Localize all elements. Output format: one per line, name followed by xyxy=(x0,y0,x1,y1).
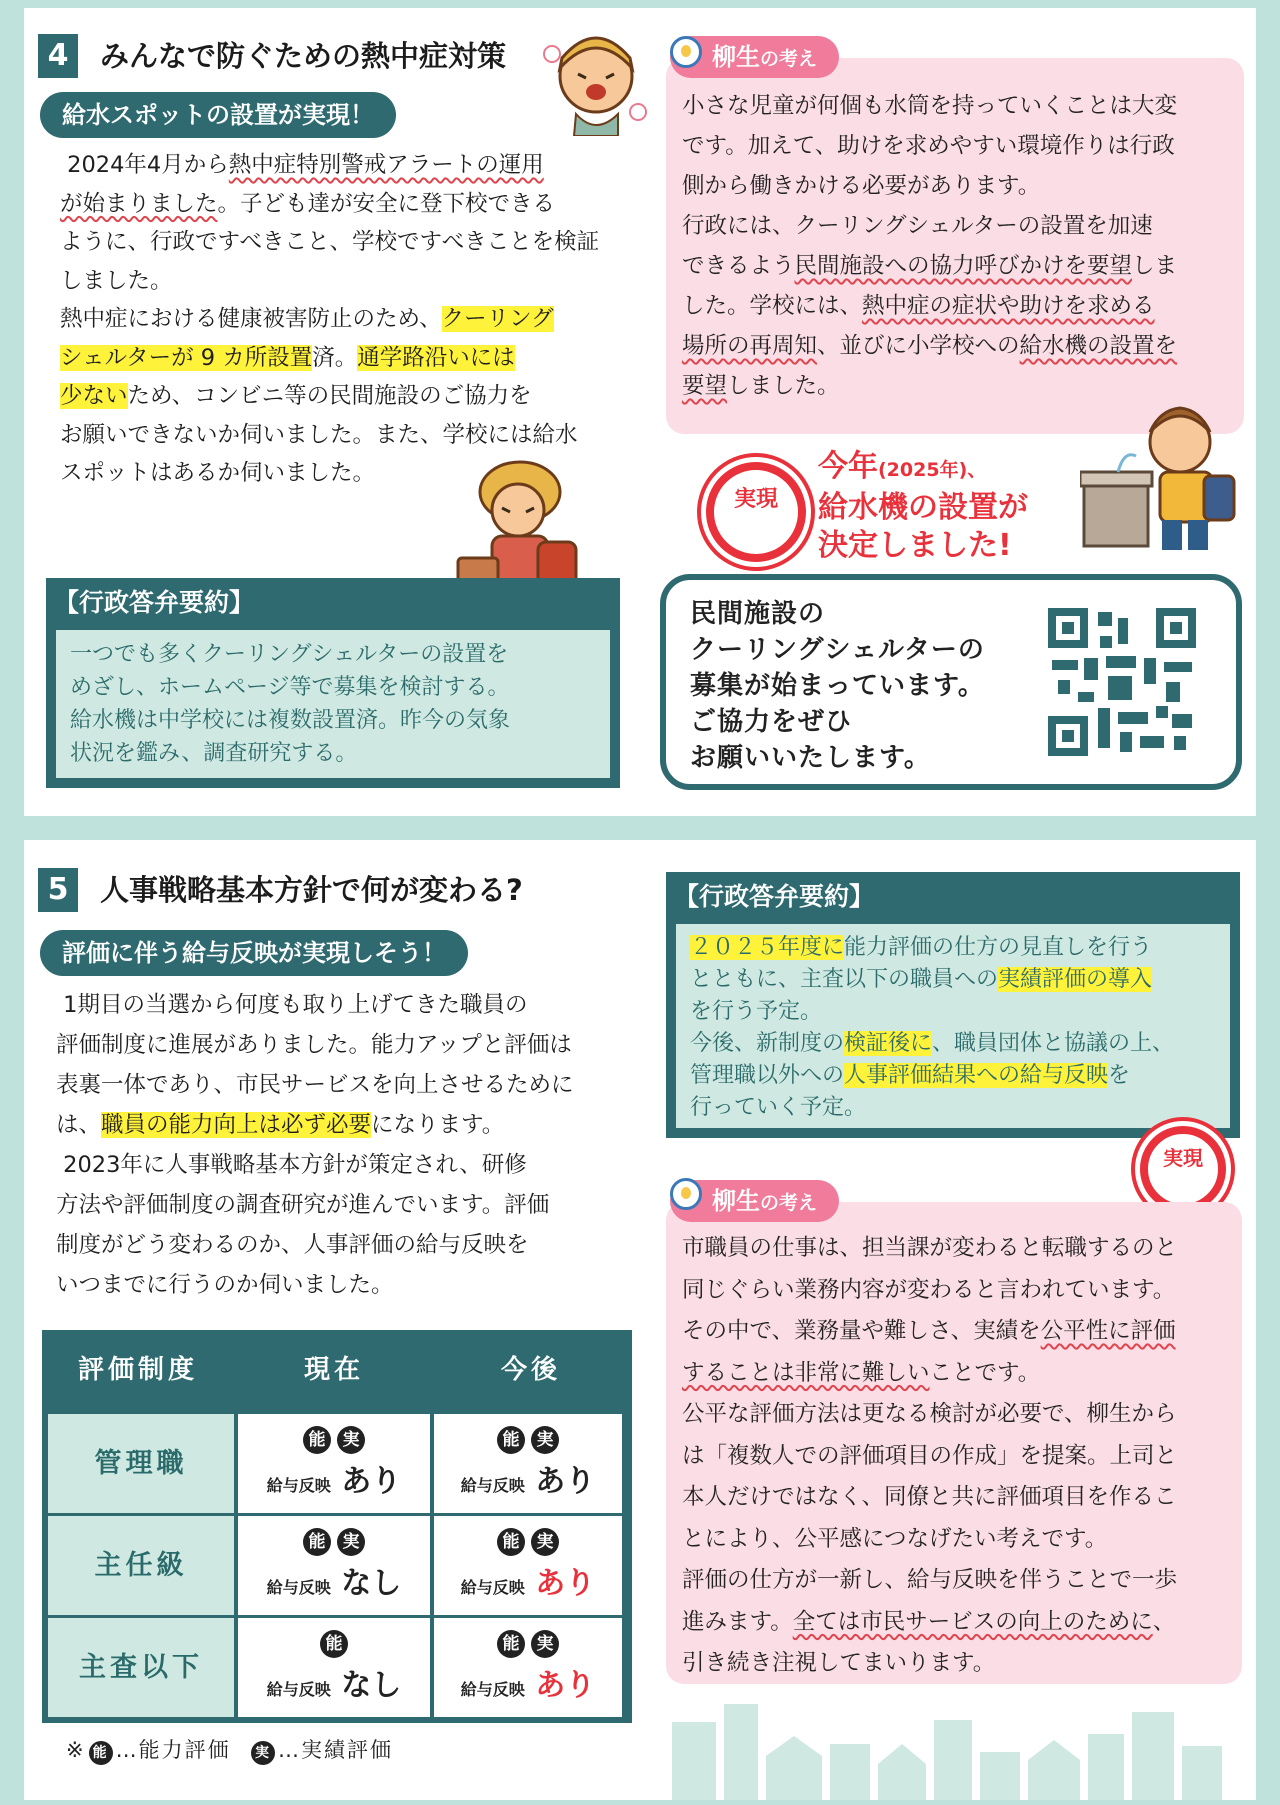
achieved-stamp-text: 実現 xyxy=(733,487,778,512)
footnote-text: …能力評価 xyxy=(115,1738,231,1762)
salary-reflection-label: 給与反映 xyxy=(460,1578,525,1597)
recruit-line: お願いいたします。 xyxy=(690,743,931,773)
section-5-headline-pill: 評価に伴う給与反映が実現しそう！ xyxy=(40,930,468,976)
table-row-label: 主査以下 xyxy=(48,1618,234,1717)
body-text: 熱中症における健康被害防止のため、 xyxy=(60,306,442,332)
badge-row xyxy=(238,1426,430,1454)
badge-row xyxy=(238,1630,430,1658)
lightbulb-icon xyxy=(670,36,702,68)
gov-answer-line: 一つでも多くクーリングシェルターの設置を xyxy=(70,642,509,667)
opinion-text: 、並びに小学校への xyxy=(817,333,1020,359)
footnote-mark: ※ xyxy=(66,1738,86,1762)
section-5-number: 5 xyxy=(38,868,78,912)
opinion-text-emphasis: 給水機の設置を xyxy=(1019,333,1178,359)
table-cell xyxy=(238,1414,430,1513)
achieved-stamp xyxy=(1140,1126,1226,1212)
gov-answer-line: とともに、主査以下の職員への xyxy=(690,967,999,992)
ability-badge-icon: 能 xyxy=(497,1426,525,1454)
body-text: は、 xyxy=(56,1112,102,1138)
body-text: 評価制度に進展がありました。能力アップと評価は xyxy=(56,1032,572,1058)
table-cell xyxy=(238,1618,430,1717)
recruit-line: クーリングシェルターの xyxy=(690,635,985,665)
body-text-highlight: シェルターが 9 カ所設置 xyxy=(60,344,313,371)
table-footnote xyxy=(66,1734,393,1765)
gov-answer-line: 能力評価の仕方の見直しを行う xyxy=(844,935,1153,960)
badge-row xyxy=(434,1630,622,1658)
opinion-text: しま xyxy=(1132,253,1178,279)
salary-reflection-label: 給与反映 xyxy=(266,1578,331,1597)
body-text-highlight: 少ない xyxy=(60,383,128,409)
table-cell xyxy=(434,1618,622,1717)
opinion-text-emphasis: することは非常に難しい xyxy=(682,1359,930,1386)
gov-answer-line: 、職員団体と協議の上、 xyxy=(932,1031,1175,1056)
gov-answer-highlight: 検証後に xyxy=(844,1031,933,1056)
performance-badge-icon: 実 xyxy=(531,1528,559,1556)
opinion-line: です。加えて、助けを求めやすい環境作りは行政 xyxy=(682,133,1175,159)
salary-reflection-value: あり xyxy=(524,1668,596,1703)
body-text-highlight: 通学路沿いには xyxy=(357,344,515,371)
opinion-text: 進みます。 xyxy=(682,1608,793,1635)
salary-reflection-line xyxy=(238,1660,430,1704)
body-text: 2024年4月から xyxy=(67,152,229,178)
opinion-text: 、 xyxy=(1152,1608,1176,1635)
body-text: お願いできないか伺いました。また、学校には給水 xyxy=(60,421,578,448)
salary-reflection-value: あり xyxy=(524,1566,596,1601)
performance-badge-icon: 実 xyxy=(337,1528,365,1556)
opinion-text-emphasis: 熱中症の症状や助けを求める xyxy=(862,293,1155,319)
tag-name: 柳生 xyxy=(712,43,760,71)
ability-badge-icon: 能 xyxy=(89,1741,113,1765)
achieved-year: (2025年)、 xyxy=(878,459,987,481)
gov-answer-title: 【行政答弁要約】 xyxy=(674,882,875,911)
salary-reflection-line xyxy=(238,1558,430,1602)
opinion-text: ことです。 xyxy=(929,1359,1041,1386)
gov-answer-title: 【行政答弁要約】 xyxy=(54,588,255,617)
table-row-label: 主任級 xyxy=(48,1516,234,1615)
section-4-gov-answer-box xyxy=(46,578,620,788)
achieved-line: 給水機の設置が xyxy=(818,490,1028,525)
salary-reflection-value: なし xyxy=(330,1566,402,1601)
opinion-line: 小さな児童が何個も水筒を持っていくことは大変 xyxy=(682,93,1178,119)
section-5-title: 人事戦略基本方針で何が変わる? xyxy=(100,873,523,907)
body-text: 済。 xyxy=(312,344,358,371)
body-text: いつまでに行うのか伺いました。 xyxy=(56,1272,394,1298)
gov-answer-line: を行う予定。 xyxy=(690,999,823,1024)
table-cell xyxy=(434,1414,622,1513)
opinion-line: 評価の仕方が一新し、給与反映を伴うことで一歩 xyxy=(682,1567,1178,1593)
body-text: になります。 xyxy=(371,1112,505,1138)
table-header-cell: 今後 xyxy=(500,1355,561,1385)
salary-reflection-line xyxy=(434,1558,622,1602)
section-4-body xyxy=(60,146,599,493)
opinion-line: 側から働きかける必要があります。 xyxy=(682,173,1041,199)
salary-reflection-label: 給与反映 xyxy=(460,1476,525,1495)
table-header-cell: 評価制度 xyxy=(77,1355,198,1385)
ability-badge-icon: 能 xyxy=(303,1528,331,1556)
opinion-line: 市職員の仕事は、担当課が変わると転職するのと xyxy=(682,1235,1178,1261)
opinion-text-emphasis: 場所の再周知 xyxy=(682,333,818,359)
body-text: 。子ども達が安全に登下校できる xyxy=(217,190,556,217)
body-text: ため、コンビニ等の民間施設のご協力を xyxy=(127,383,532,409)
achieved-line: 決定しました! xyxy=(818,528,1012,563)
ability-badge-icon: 能 xyxy=(497,1528,525,1556)
tag-suffix: の考え xyxy=(760,1192,818,1214)
badge-row xyxy=(238,1528,430,1556)
opinion-text: した。学校には、 xyxy=(682,293,863,319)
gov-answer-text xyxy=(676,924,1230,1128)
body-text-emphasis: が始まりました xyxy=(60,190,218,217)
opinion-line: 引き続き注視してまいります。 xyxy=(682,1650,996,1676)
body-text: ように、行政ですべきこと、学校ですべきことを検証 xyxy=(60,229,600,255)
hot-child-illustration xyxy=(538,18,648,136)
lightbulb-icon xyxy=(670,1178,702,1210)
performance-badge-icon: 実 xyxy=(531,1630,559,1658)
section-4-headline-pill: 給水スポットの設置が実現！ xyxy=(40,92,396,138)
opinion-line: 本人だけではなく、同僚と共に評価項目を作るこ xyxy=(682,1484,1177,1510)
ability-badge-icon: 能 xyxy=(320,1630,348,1658)
body-text: スポットはあるか伺いました。 xyxy=(60,460,376,486)
gov-answer-line: 行っていく予定。 xyxy=(690,1095,867,1120)
section-4-title: みんなで防ぐための熱中症対策 xyxy=(100,39,507,73)
gov-answer-highlight: ２０２５年度に xyxy=(690,935,845,960)
salary-reflection-label: 給与反映 xyxy=(460,1680,525,1699)
salary-reflection-value: なし xyxy=(330,1668,402,1703)
opinion-text-emphasis: 要望 xyxy=(682,373,728,399)
opinion-text: できるよう xyxy=(682,253,795,279)
gov-answer-line: 管理職以外への xyxy=(690,1063,845,1088)
performance-badge-icon: 実 xyxy=(337,1426,365,1454)
salary-reflection-value: あり xyxy=(330,1464,402,1499)
salary-reflection-label: 給与反映 xyxy=(266,1476,331,1495)
body-text: 2023年に人事戦略基本方針が策定され、研修 xyxy=(63,1152,527,1178)
body-text: 方法や評価制度の調査研究が進んでいます。評価 xyxy=(56,1192,550,1218)
opinion-text: しました。 xyxy=(727,373,840,399)
performance-badge-icon: 実 xyxy=(251,1741,275,1765)
drinking-fountain-illustration xyxy=(1080,380,1260,560)
gov-answer-line: 給水機は中学校には複数設置済。昨今の気象 xyxy=(70,708,511,733)
body-text-highlight: クーリング xyxy=(441,306,554,332)
section-5-gov-answer-box xyxy=(666,872,1240,1138)
salary-reflection-line xyxy=(434,1660,622,1704)
opinion-line: は「複数人での評価項目の作成」を提案。上司と xyxy=(682,1442,1178,1469)
salary-reflection-line xyxy=(434,1456,622,1500)
achieved-line: 今年 xyxy=(818,449,878,484)
tag-suffix: の考え xyxy=(760,48,818,70)
gov-answer-line: 状況を鑑み、調査研究する。 xyxy=(70,741,358,766)
recruit-line: 募集が始まっています。 xyxy=(690,671,985,701)
table-cell xyxy=(238,1516,430,1615)
body-text: 表裏一体であり、市民サービスを向上させるために xyxy=(56,1072,574,1098)
table-header-cell: 現在 xyxy=(303,1355,364,1385)
salary-reflection-label: 給与反映 xyxy=(266,1680,331,1699)
opinion-text: その中で、業務量や難しさ、実績を xyxy=(682,1318,1041,1344)
section-5-body xyxy=(56,985,574,1305)
achieved-announcement xyxy=(818,448,1028,565)
gov-answer-line: めざし、ホームページ等で募集を検討する。 xyxy=(70,675,510,700)
ability-badge-icon: 能 xyxy=(497,1630,525,1658)
gov-answer-text xyxy=(56,630,610,778)
body-text-highlight: 職員の能力向上は必ず必要 xyxy=(101,1112,372,1138)
section-4-opinion-box xyxy=(666,58,1244,434)
body-text: 1期目の当選から何度も取り上げてきた職員の xyxy=(63,992,528,1018)
achieved-stamp xyxy=(706,462,806,562)
opinion-line: 公平な評価方法は更なる検討が必要で、柳生から xyxy=(682,1401,1177,1427)
ability-badge-icon: 能 xyxy=(303,1426,331,1454)
badge-row xyxy=(434,1426,622,1454)
recruit-line: 民間施設の xyxy=(690,599,826,629)
opinion-line: とにより、公平感につなげたい考えです。 xyxy=(682,1525,1108,1552)
opinion-text-emphasis: 全ては市民サービスの向上のために xyxy=(792,1608,1153,1635)
opinion-text-emphasis: 公平性に評価 xyxy=(1040,1318,1176,1344)
tag-name: 柳生 xyxy=(712,1187,760,1215)
table-row-label: 管理職 xyxy=(48,1414,234,1513)
achieved-stamp-text: 実現 xyxy=(1163,1146,1203,1170)
salary-reflection-line xyxy=(238,1456,430,1500)
gov-answer-highlight: 実績評価の導入 xyxy=(998,967,1153,992)
body-text-emphasis: 熱中症特別警戒アラートの運用 xyxy=(228,152,544,178)
section-4-number: 4 xyxy=(38,34,78,78)
salary-reflection-value: あり xyxy=(524,1464,596,1499)
performance-badge-icon: 実 xyxy=(531,1426,559,1454)
section-5-opinion-box xyxy=(666,1202,1242,1684)
recruit-text xyxy=(690,596,985,776)
qr-code-icon[interactable] xyxy=(1048,608,1196,756)
recruit-line: ご協力をぜひ xyxy=(690,707,853,737)
body-text: しました。 xyxy=(60,267,173,294)
body-text: 制度がどう変わるのか、人事評価の給与反映を xyxy=(56,1232,529,1258)
opinion-text-emphasis: 民間施設への協力呼びかけを要望 xyxy=(794,253,1133,279)
badge-row xyxy=(434,1528,622,1556)
footnote-text: …実績評価 xyxy=(277,1738,393,1762)
gov-answer-highlight: 人事評価結果への給与反映 xyxy=(844,1063,1109,1088)
gov-answer-line: を xyxy=(1108,1063,1131,1088)
city-skyline-decoration xyxy=(662,1700,1252,1800)
table-cell xyxy=(434,1516,622,1615)
opinion-line: 同じぐらい業務内容が変わると言われています。 xyxy=(682,1276,1176,1303)
opinion-line: 行政には、クーリングシェルターの設置を加速 xyxy=(682,213,1153,239)
gov-answer-line: 今後、新制度の xyxy=(690,1031,845,1056)
